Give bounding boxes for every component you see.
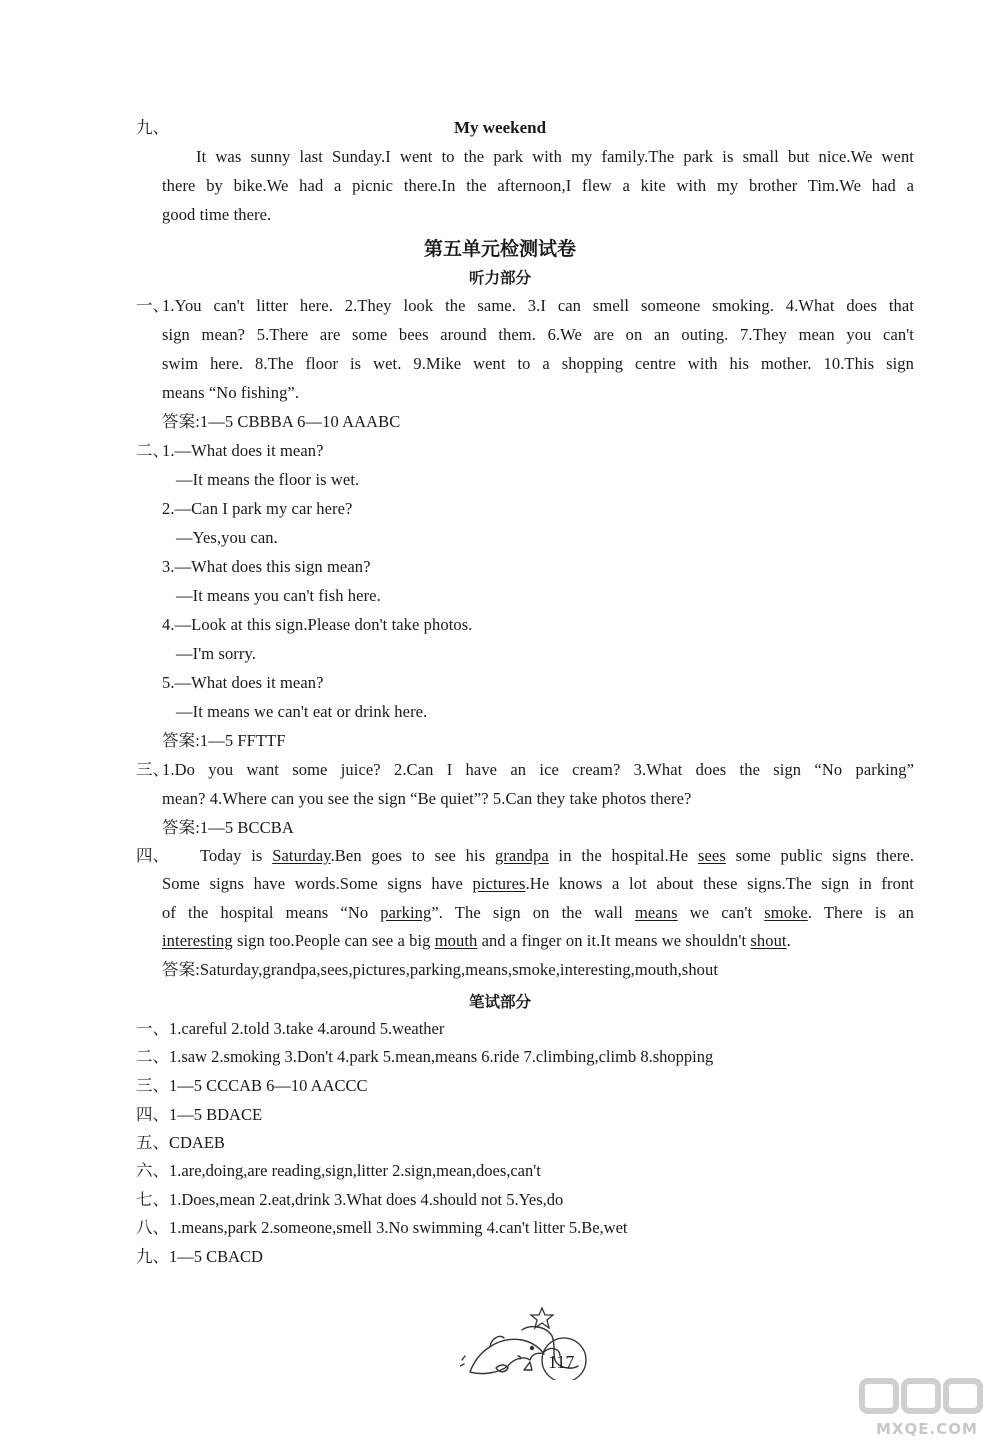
essay-title: My weekend — [453, 118, 547, 137]
underlined-word: shout — [750, 931, 787, 950]
essay-line: good time there. — [162, 205, 272, 224]
answer-line: 答案:Saturday,grandpa,sees,pictures,parking,means,smoke,interesting,mouth,shout — [162, 960, 719, 979]
writing-answer-line: 六、1.are,doing,are reading,sign,litter 2.sign,mean,does,can't — [136, 1161, 541, 1180]
dialog-line: 4.—Look at this sign.Please don't take photos. — [162, 615, 473, 634]
writing-answer-line: 九、1—5 CBACD — [136, 1247, 263, 1266]
section-label: 二、 — [136, 441, 169, 460]
essay-line: there by bike.We had a picnic there.In the afternoon,I flew a kite with my brother Tim.We had a — [162, 176, 914, 195]
dialog-line: —I'm sorry. — [176, 644, 256, 663]
underlined-word: interesting — [162, 931, 233, 950]
underlined-word: grandpa — [494, 846, 549, 865]
underlined-word: pictures — [472, 874, 526, 893]
underlined-word: parking — [380, 903, 432, 922]
underlined-word: smoke — [764, 903, 808, 922]
writing-answer-line: 三、1—5 CCCAB 6—10 AACCC — [136, 1076, 368, 1095]
section-label: 三、 — [136, 760, 169, 779]
writing-answer-line: 一、1.careful 2.told 3.take 4.around 5.weather — [136, 1019, 445, 1038]
dialog-line: 2.—Can I park my car here? — [162, 499, 353, 518]
listening-1-line: swim here. 8.The floor is wet. 9.Mike went to a shopping centre with his mother. 10.This sign — [162, 354, 914, 373]
dialog-line: —It means you can't fish here. — [176, 586, 381, 605]
underlined-word: sees — [697, 846, 726, 865]
passage-line: Today is Saturday.Ben goes to see his grandpa in the hospital.He sees some public signs there. — [200, 846, 914, 865]
dialog-line: —It means the floor is wet. — [176, 470, 360, 489]
underlined-word: mouth — [434, 931, 478, 950]
writing-answer-line: 四、1—5 BDACE — [136, 1105, 263, 1124]
listening-3-line: mean? 4.Where can you see the sign “Be quiet”? 5.Can they take photos there? — [162, 789, 692, 808]
section-label: 四、 — [136, 846, 169, 865]
listening-1-line: means “No fishing”. — [162, 383, 300, 402]
passage-line: of the hospital means “No parking”. The sign on the wall means we can't smoke. There is an — [162, 903, 914, 922]
writing-answer-line: 八、1.means,park 2.someone,smell 3.No swimming 4.can't litter 5.Be,wet — [136, 1218, 628, 1237]
underlined-word: Saturday — [272, 846, 331, 865]
answer-line: 答案:1—5 BCCBA — [162, 818, 294, 837]
dialog-line: —Yes,you can. — [176, 528, 278, 547]
listening-title: 听力部分 — [468, 269, 531, 287]
dialog-line: 5.—What does it mean? — [162, 673, 324, 692]
dialog-line: —It means we can't eat or drink here. — [176, 702, 428, 721]
essay-line: It was sunny last Sunday.I went to the park with my family.The park is small but nice.We went — [196, 147, 914, 166]
dialog-line: 3.—What does this sign mean? — [162, 557, 371, 576]
answer-line: 答案:1—5 FFTTF — [162, 731, 286, 750]
underlined-word: means — [635, 903, 678, 922]
passage-line: interesting sign too.People can see a big mouth and a finger on it.It means we shouldn't shout. — [162, 931, 791, 950]
listening-1-line: 1.You can't litter here. 2.They look the same. 3.I can smell someone smoking. 4.What does that — [162, 296, 914, 315]
dolphin-icon — [460, 1300, 600, 1380]
dialog-line: 1.—What does it mean? — [162, 441, 324, 460]
answer-line: 答案:1—5 CBBBA 6—10 AAABC — [162, 412, 401, 431]
listening-1-line: sign mean? 5.There are some bees around them. 6.We are on an outing. 7.They mean you can't — [162, 325, 914, 344]
writing-title: 笔试部分 — [468, 993, 531, 1011]
passage-line: Some signs have words.Some signs have pictures.He knows a lot about these signs.The sign in front — [162, 874, 914, 893]
watermark-text: MXQE.COM — [876, 1420, 978, 1438]
section-label: 九、 — [136, 118, 169, 137]
writing-answer-line: 二、1.saw 2.smoking 3.Don't 4.park 5.mean,means 6.ride 7.climbing,climb 8.shopping — [136, 1047, 714, 1066]
listening-3-line: 1.Do you want some juice? 2.Can I have an ice cream? 3.What does the sign “No parking” — [162, 760, 914, 779]
page-number: 117 — [548, 1352, 575, 1372]
star-icon — [531, 1308, 553, 1328]
section-label: 一、 — [136, 296, 169, 315]
writing-answer-line: 七、1.Does,mean 2.eat,drink 3.What does 4.should not 5.Yes,do — [136, 1190, 564, 1209]
unit-title: 第五单元检测试卷 — [423, 238, 576, 260]
writing-answer-line: 五、CDAEB — [136, 1133, 225, 1152]
